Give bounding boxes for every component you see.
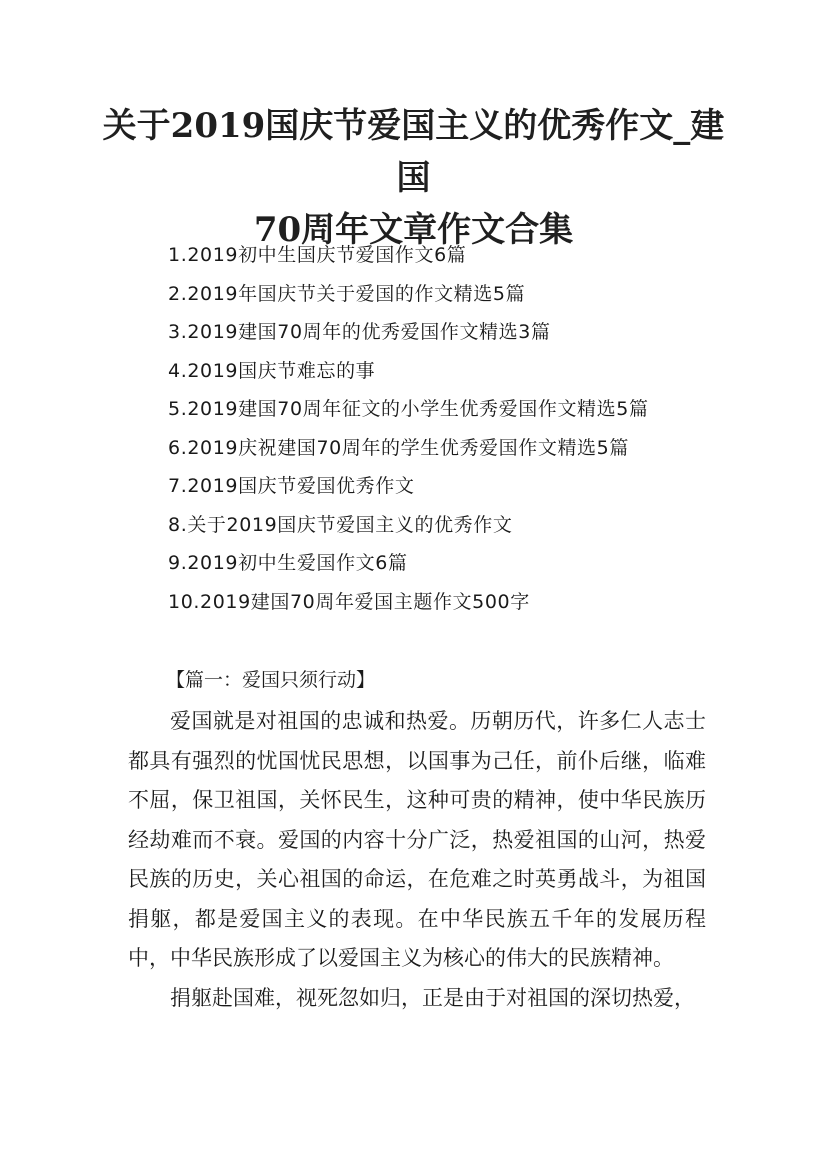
body-text bbox=[128, 702, 706, 1018]
toc-item-8: 8.关于2019国庆节爱国主义的优秀作文 bbox=[168, 513, 513, 536]
toc-item-1: 1.2019初中生国庆节爱国作文6篇 bbox=[168, 244, 467, 266]
toc-item-2: 2.2019年国庆节关于爱国的作文精选5篇 bbox=[168, 282, 526, 305]
toc-item-9: 9.2019初中生爱国作文6篇 bbox=[168, 552, 408, 574]
toc-item-4: 4.2019国庆节难忘的事 bbox=[168, 359, 376, 382]
paragraph-1: 爱国就是对祖国的忠诚和热爱。历朝历代，许多仁人志士都具有强烈的忧国忧民思想，以国事为己任，前仆后继，临难不屈，保卫祖国，关怀民生，这种可贵的精神，使中华民族历经劫难而不衰。爱国的内容十分广泛，热爱祖国的山河，热爱民族的历史，关心祖国的命运，在危难之时英勇战斗，为祖国捐躯，都是爱国主义的表现。在中华民族五千年的发展历程中，中华民族形成了以爱国主义为核心的伟大的民族精神。 bbox=[128, 709, 706, 970]
table-of-contents bbox=[128, 236, 708, 621]
section-heading: 【篇一：爱国只须行动】 bbox=[166, 669, 376, 691]
toc-item-7: 7.2019国庆节爱国优秀作文 bbox=[168, 475, 415, 497]
toc-item-3: 3.2019建国70周年的优秀爱国作文精选3篇 bbox=[168, 321, 551, 343]
toc-item-6: 6.2019庆祝建国70周年的学生优秀爱国作文精选5篇 bbox=[168, 436, 629, 459]
document-title bbox=[100, 100, 727, 256]
title-line-2: 70周年文章作文合集 bbox=[253, 210, 574, 250]
toc-item-5: 5.2019建国70周年征文的小学生优秀爱国作文精选5篇 bbox=[168, 398, 649, 420]
toc-item-10: 10.2019建国70周年爱国主题作文500字 bbox=[168, 590, 530, 613]
title-line-1: 关于2019国庆节爱国主义的优秀作文_建国 bbox=[102, 106, 725, 198]
paragraph-2: 捐躯赴国难，视死忽如归，正是由于对祖国的深切热爱， bbox=[170, 985, 695, 1010]
